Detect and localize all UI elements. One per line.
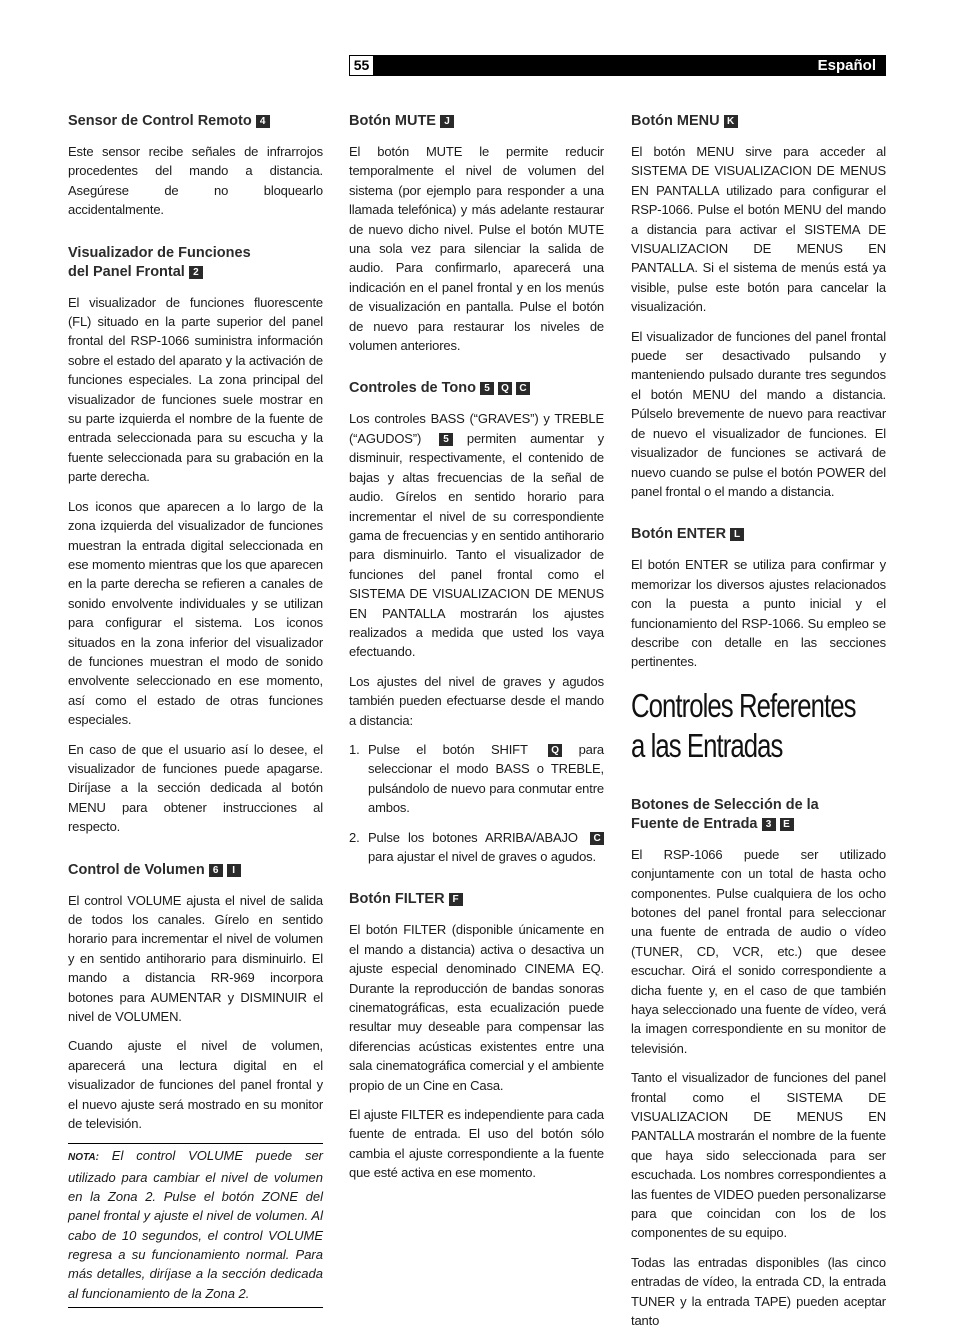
column-middle (349, 112, 604, 1193)
note-text: El control VOLUME puede ser utilizado para cambiar el nivel de volumen en la Zona 2. Pulse el botón ZONE del panel frontal y ajuste el nivel de volumen. Al cabo de 10 segundos, el control VOLUME regresa a su funcionamiento normal. Para más detalles, diríjase a la sección dedicada al funcionamiento de la Zona 2. (68, 1148, 323, 1301)
chapter-title: Controles Referentes a las Entradas (631, 686, 856, 764)
header-bar (349, 55, 886, 76)
page-number: 55 (349, 55, 374, 76)
ref-badge: E (780, 818, 794, 831)
ref-badge: 5 (439, 433, 453, 446)
ref-badge: K (724, 115, 738, 128)
section-menu-button (631, 112, 886, 501)
paragraph: El control VOLUME ajusta el nivel de salida de todos los canales. Gírelo en sentido horario para incrementar el nivel de volumen y en sentido antihorario para disminuirlo. El mando a distancia RR-969 incorpora botones para AUMENTAR y DISMINUIR el nivel de VOLUMEN. (68, 892, 323, 1025)
paragraph: Todas las entradas disponibles (las cinco entradas de vídeo, la entrada CD, la entrada TUNER y la entrada TAPE) pueden aceptar tanto (631, 1254, 886, 1329)
paragraph: Cuando ajuste el nivel de volumen, aparecerá una lectura digital en el visualizador de funciones del panel frontal y el nuevo ajuste será mostrado en su monitor de televisión. (68, 1038, 323, 1132)
paragraph: El visualizador de funciones del panel frontal puede ser desactivado pulsando y manteniendo pulsado durante tres segundos el botón MENU del mando a distancia. Púlselo brevemente de nuevo para reactivar de nuevo el visualizador de funciones. El visualizador de funciones se activará de nuevo cuando se pulse el botón POWER del panel frontal o el mando a distancia. (631, 328, 886, 499)
section-heading: Botón ENTER L (631, 525, 886, 544)
ref-badge: Q (548, 744, 562, 757)
section-input-selection (631, 796, 886, 1331)
ref-badge: Q (498, 382, 512, 395)
paragraph: Los ajustes del nivel de graves y agudos también pueden efectuarse desde el mando a distancia: (349, 673, 604, 728)
section-filter-button (349, 890, 604, 1182)
section-tone-controls (349, 379, 604, 866)
ref-badge: L (730, 528, 744, 541)
section-front-display (68, 244, 323, 837)
ref-badge: C (590, 832, 604, 845)
section-heading: Sensor de Control Remoto 4 (68, 112, 323, 131)
ref-badge: 5 (480, 382, 494, 395)
section-heading: Controles de Tono 5 Q C (349, 379, 604, 398)
list-item: 1. Pulse el botón SHIFT Q para seleccionar el modo BASS o TREBLE, pulsándolo de nuevo para conmutar entre ambos. (349, 741, 604, 816)
section-heading: Control de Volumen 6 I (68, 861, 323, 880)
ref-badge: 2 (189, 266, 203, 279)
paragraph: El botón ENTER se utiliza para confirmar y memorizar los diversos ajustes relacionados con la puesta a punto inicial y el funcionamiento del RSP-1066. Su empleo se describe con detalle en las secciones pertinentes. (631, 557, 886, 670)
section-heading: Botón MENU K (631, 112, 886, 131)
paragraph: Los controles BASS (“GRAVES”) y TREBLE (“AGUDOS”) 5 permiten aumentar y disminuir, respectivamente, el contenido de bajas y altas frecuencias de la señal de audio. Gírelos en sentido horario para incrementar el nivel de su correspondiente gama de frecuencias y en sentido antihorario para disminuirlo. Tanto el visualizador de funciones del panel frontal como el SISTEMA DE VISUALIZACION DE MENUS EN PANTALLA mostrarán los ajustes realizados a medida que usted los vaya efectuando. (349, 411, 604, 660)
paragraph: El botón MENU sirve para acceder al SISTEMA DE VISUALIZACION DE MENUS EN PANTALLA utilizado para configurar el RSP-1066. Pulse el botón MENU del mando a distancia para activar el SISTEMA DE VISUALIZACION DE MENUS EN PANTALLA. Si el sistema de menús está ya visible, pulse este botón para cancelar la visualización. (631, 144, 886, 315)
note-box (68, 1143, 323, 1307)
section-volume-control (68, 861, 323, 1308)
paragraph: El ajuste FILTER es independiente para cada fuente de entrada. El uso del botón sólo cambia el ajuste correspondiente a la fuente que esté activa en ese momento. (349, 1107, 604, 1181)
section-heading: Botón MUTE J (349, 112, 604, 131)
column-left (68, 112, 323, 1308)
paragraph: El visualizador de funciones fluorescente (FL) situado en la parte superior del panel frontal del RSP-1066 suministra información sobre el estado del aparato y la activación de funciones especiales. La zona principal del visualizador de funciones suele mostrar en su parte izquierda el nombre de la fuente de entrada seleccionada para su escucha y la fuente seleccionada para su grabación en la parte derecha. (68, 294, 323, 485)
paragraph: El botón FILTER (disponible únicamente en el mando a distancia) activa o desactiva un ajuste especial denominado CINEMA EQ. Durante la reproducción de bandas sonoras cinematográficas, esta ecualización puede resultar muy deseable para compensar las diferencias acústicas existentes entre una sala cinematográfica comercial y el ambiente propio de un Cine en Casa. (349, 922, 604, 1093)
ref-badge: C (516, 382, 530, 395)
column-right (631, 112, 886, 1341)
list-item: 2. Pulse los botones ARRIBA/ABAJO C para ajustar el nivel de graves o agudos. (349, 828, 604, 867)
paragraph: El RSP-1066 puede ser utilizado conjuntamente con un total de hasta ocho componentes. Pulse cualquiera de los ocho botones del panel frontal para seleccionar una fuente de entrada de audio o vídeo (TUNER, CD, VCR, etc.) que desee escuchar. Oirá el sonido correspondiente a dicha fuente y, en el caso de que también haya seleccionado una fuente de vídeo, verá la imagen correspondiente en su monitor de televisión. (631, 846, 886, 1056)
paragraph: El botón MUTE le permite reducir temporalmente el nivel de volumen del sistema (por ejemplo para responder a una llamada telefónica) y más adelante restaurar de nuevo dicho nivel. Pulse el botón MUTE una sola vez para silenciar la salida de audio. Para confirmarlo, aparecerá una indicación en el panel frontal y en los menús de visualización en pantalla. Pulse el botón de nuevo para restaurar los niveles de volumen anteriores. (349, 144, 604, 354)
ref-badge: J (440, 115, 454, 128)
ref-badge: F (449, 893, 463, 906)
paragraph: En caso de que el usuario así lo desee, el visualizador de funciones puede apagarse. Diríjase a la sección dedicada al botón MENU para obtener instrucciones al respecto. (68, 741, 323, 835)
paragraph: Este sensor recibe señales de infrarrojos procedentes del mando a distancia. Asegúrese de no bloquearlo accidentalmente. (68, 144, 323, 218)
language-label: Español (817, 57, 876, 74)
ref-badge: 4 (256, 115, 270, 128)
ref-badge: 6 (209, 864, 223, 877)
ref-badge: 3 (762, 818, 776, 831)
ref-badge: I (227, 864, 241, 877)
section-remote-sensor (68, 112, 323, 220)
section-heading: Botones de Selección de la Fuente de Entrada 3 E (631, 796, 819, 832)
section-mute-button (349, 112, 604, 355)
section-heading: Botón FILTER F (349, 890, 604, 909)
paragraph: Los iconos que aparecen a lo largo de la zona izquierda del visualizador de funciones muestran la entrada digital seleccionada en ese momento mientras que los que aparecen en la parte derecha se refieren a canales de sonido envolvente individuales y se utilizan para configurar el sistema. Los iconos situados en la zona inferior del visualizador de funciones muestran el modo de sonido envolvente seleccionado en ese momento, así como el estado de otras funciones especiales. (68, 498, 323, 728)
note-label: NOTA: (68, 1152, 99, 1164)
section-heading: Visualizador de Funciones del Panel Frontal 2 (68, 244, 251, 280)
paragraph: Tanto el visualizador de funciones del panel frontal como el SISTEMA DE VISUALIZACION DE MENUS EN PANTALLA mostrarán el nombre de la fuente que haya sido seleccionada para ser escuchada. Los nombres correspondientes a las fuentes de VIDEO pueden personalizarse para que coincidan con los de los componentes de su equipo. (631, 1070, 886, 1241)
section-enter-button (631, 525, 886, 671)
steps-list (349, 740, 604, 866)
